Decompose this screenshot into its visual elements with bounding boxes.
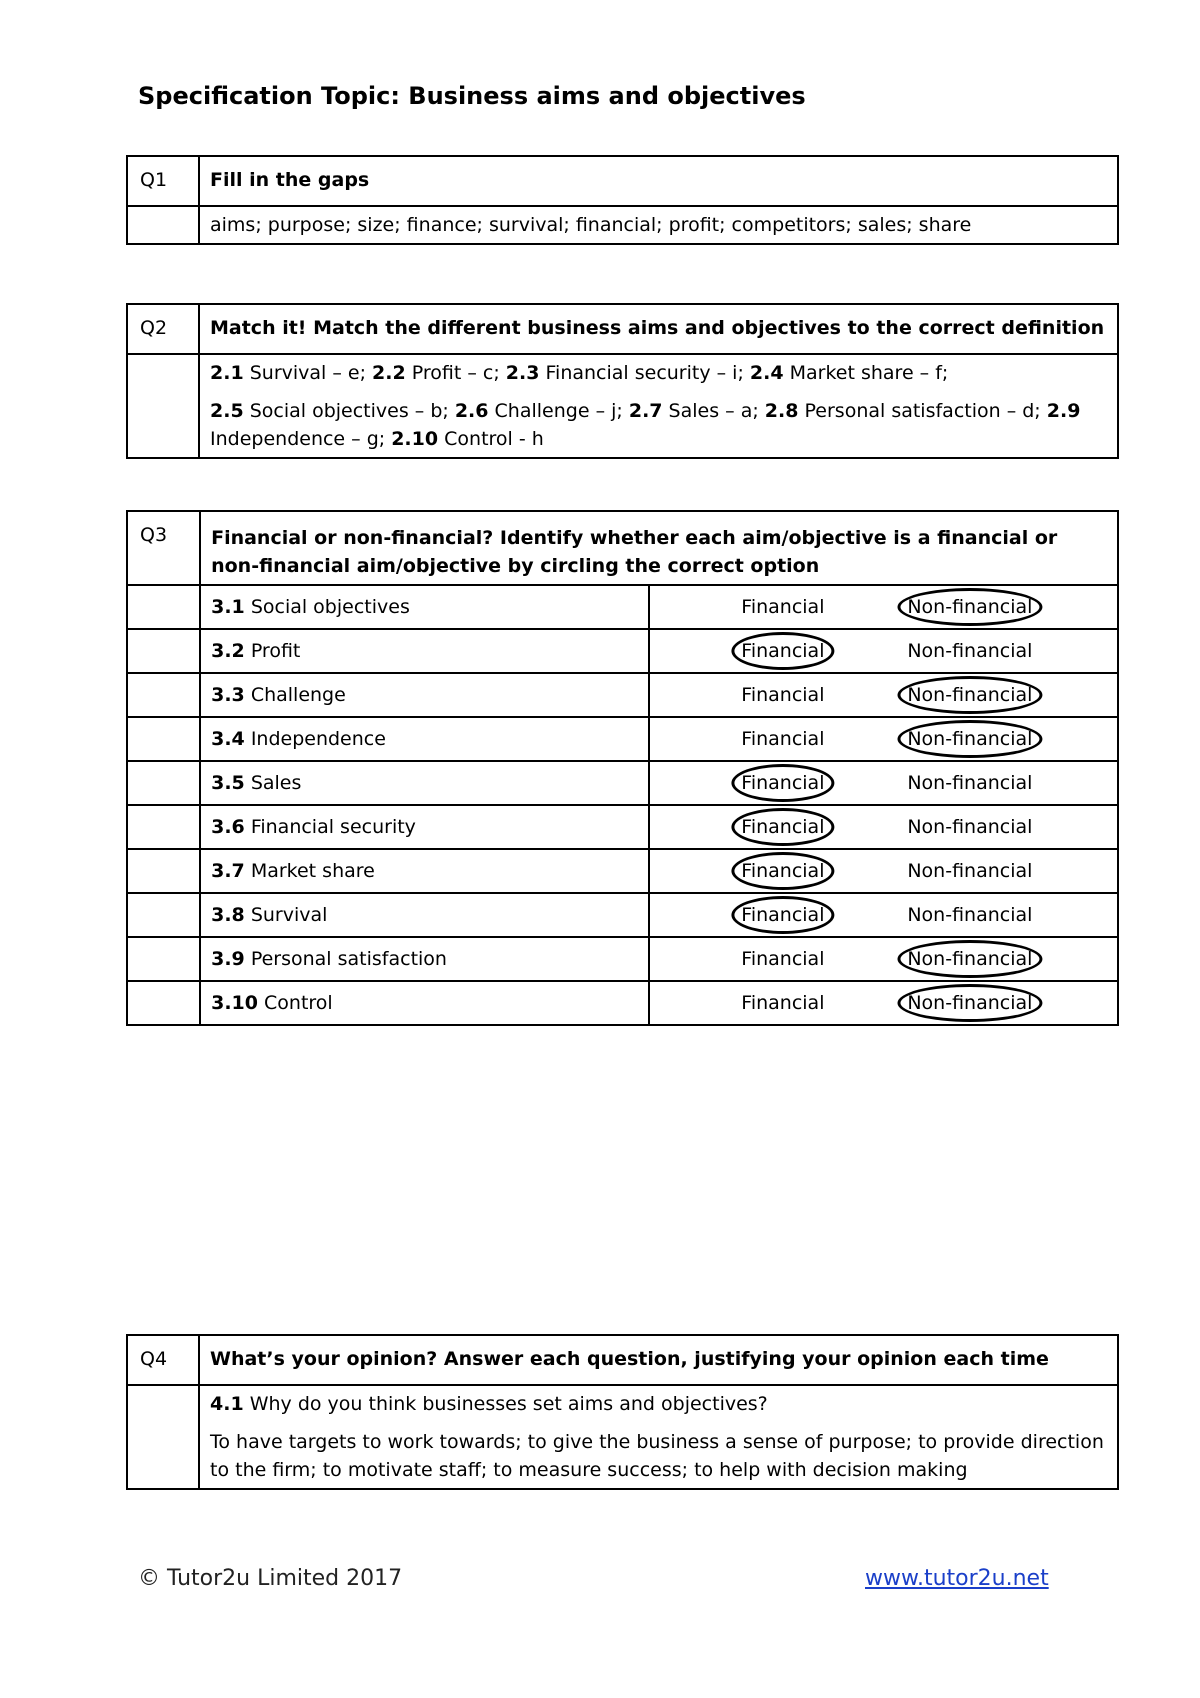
q2-answer-line-2: 2.5 Social objectives – b; 2.6 Challenge – j; 2.7 Sales – a; 2.8 Personal satisfaction – d; 2.9 Independence – g; 2.10 Control - h <box>210 400 1081 450</box>
q2-answers <box>199 354 1118 458</box>
q3-options <box>649 893 1118 937</box>
option-financial[interactable]: Financial <box>741 596 825 618</box>
q3-item-label: 3.6 Financial security <box>200 805 649 849</box>
q3-item-label: 3.1 Social objectives <box>200 585 649 629</box>
option-financial[interactable]: Financial <box>741 816 825 838</box>
option-financial[interactable]: Financial <box>741 684 825 706</box>
q4-question: 4.1 Why do you think businesses set aims and objectives? <box>210 1393 768 1415</box>
q2-heading: Match it! Match the different business aims and objectives to the correct definition <box>199 304 1118 354</box>
option-non-financial[interactable]: Non-financial <box>907 772 1033 794</box>
q1-number: Q1 <box>127 156 199 206</box>
option-non-financial[interactable]: Non-financial <box>907 684 1033 706</box>
footer-link[interactable]: www.tutor2u.net <box>865 1566 1049 1591</box>
q3-row <box>127 717 1118 761</box>
option-non-financial[interactable]: Non-financial <box>907 992 1033 1014</box>
q3-heading: Financial or non-financial? Identify whether each aim/objective is a financial or non-financial aim/objective by circling the correct option <box>200 511 1118 585</box>
option-financial[interactable]: Financial <box>741 860 825 882</box>
option-non-financial[interactable]: Non-financial <box>907 816 1033 838</box>
q4-body <box>199 1385 1118 1489</box>
q3-row <box>127 761 1118 805</box>
q3-item-label: 3.3 Challenge <box>200 673 649 717</box>
q3-options <box>649 981 1118 1025</box>
q3-row <box>127 937 1118 981</box>
q4-heading: What’s your opinion? Answer each question, justifying your opinion each time <box>199 1335 1118 1385</box>
q3-options <box>649 937 1118 981</box>
option-non-financial[interactable]: Non-financial <box>907 904 1033 926</box>
q1-answer: aims; purpose; size; finance; survival; financial; profit; competitors; sales; share <box>199 206 1118 244</box>
q2-number: Q2 <box>127 304 199 354</box>
option-financial[interactable]: Financial <box>741 640 825 662</box>
q4-table <box>126 1334 1119 1490</box>
q3-item-label: 3.8 Survival <box>200 893 649 937</box>
option-non-financial[interactable]: Non-financial <box>907 948 1033 970</box>
q3-options <box>649 849 1118 893</box>
q1-table <box>126 155 1119 245</box>
q3-row <box>127 805 1118 849</box>
q3-item-label: 3.5 Sales <box>200 761 649 805</box>
page-title: Specification Topic: Business aims and objectives <box>138 82 806 110</box>
q3-item-label: 3.7 Market share <box>200 849 649 893</box>
option-non-financial[interactable]: Non-financial <box>907 860 1033 882</box>
option-non-financial[interactable]: Non-financial <box>907 728 1033 750</box>
q3-options <box>649 805 1118 849</box>
q3-options <box>649 761 1118 805</box>
q3-options <box>649 585 1118 629</box>
footer-copyright: © Tutor2u Limited 2017 <box>138 1566 403 1591</box>
option-financial[interactable]: Financial <box>741 948 825 970</box>
q3-row <box>127 893 1118 937</box>
q3-options <box>649 673 1118 717</box>
q3-item-label: 3.9 Personal satisfaction <box>200 937 649 981</box>
q3-row <box>127 629 1118 673</box>
q2-answer-line-1: 2.1 Survival – e; 2.2 Profit – c; 2.3 Financial security – i; 2.4 Market share – f; <box>210 362 949 384</box>
q3-item-label: 3.2 Profit <box>200 629 649 673</box>
option-financial[interactable]: Financial <box>741 904 825 926</box>
option-financial[interactable]: Financial <box>741 728 825 750</box>
q3-item-label: 3.10 Control <box>200 981 649 1025</box>
option-non-financial[interactable]: Non-financial <box>907 596 1033 618</box>
option-financial[interactable]: Financial <box>741 772 825 794</box>
q3-row <box>127 849 1118 893</box>
q3-options <box>649 629 1118 673</box>
q3-table <box>126 510 1119 1026</box>
q4-answer: To have targets to work towards; to give the business a sense of purpose; to provide direction to the firm; to motivate staff; to measure success; to help with decision making <box>210 1431 1104 1481</box>
q3-row <box>127 673 1118 717</box>
q2-table <box>126 303 1119 459</box>
q4-number: Q4 <box>127 1335 199 1385</box>
option-financial[interactable]: Financial <box>741 992 825 1014</box>
q3-row <box>127 981 1118 1025</box>
q3-item-label: 3.4 Independence <box>200 717 649 761</box>
q3-number: Q3 <box>127 511 200 585</box>
q3-row <box>127 585 1118 629</box>
q3-options <box>649 717 1118 761</box>
q1-heading: Fill in the gaps <box>199 156 1118 206</box>
option-non-financial[interactable]: Non-financial <box>907 640 1033 662</box>
